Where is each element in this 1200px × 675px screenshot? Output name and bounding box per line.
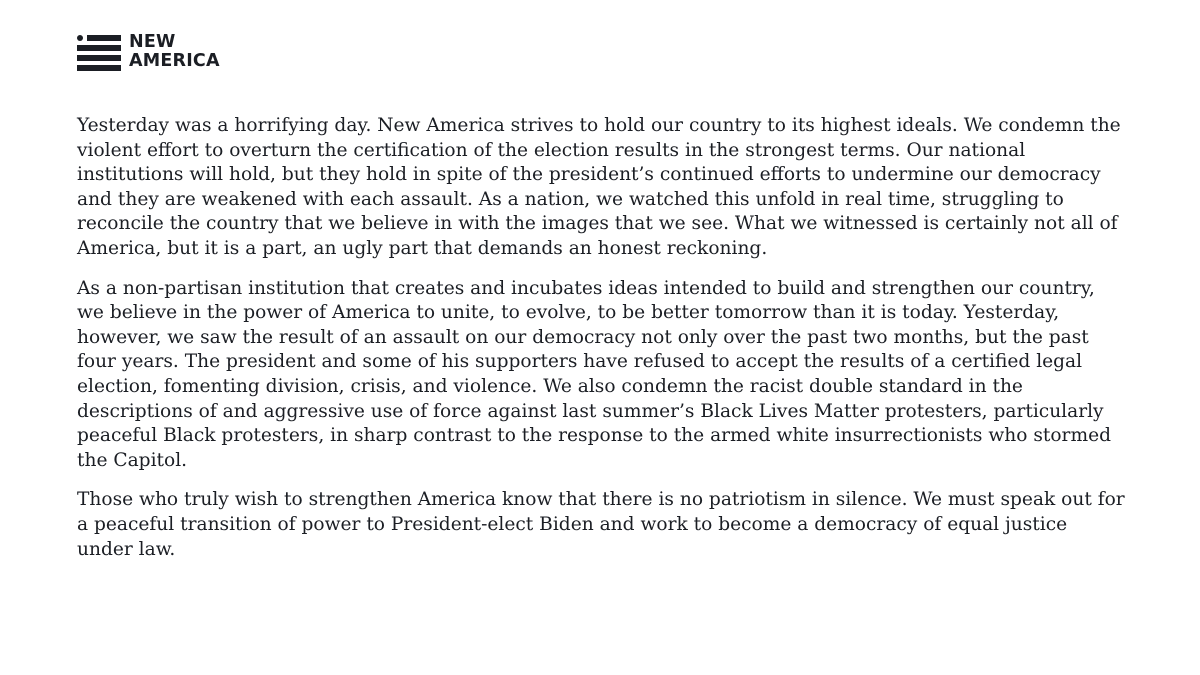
logo-stripe-2 [77, 45, 121, 51]
logo-line-1: NEW [129, 32, 176, 52]
logo-stripe-1 [87, 35, 121, 41]
logo-line-2: AMERICA [129, 51, 220, 71]
logo-dot [77, 35, 83, 41]
logo-stripe-4 [77, 65, 121, 71]
statement-paragraph-3: Those who truly wish to strengthen America know that there is no patriotism in silence. We must speak out for a peaceful transition of power to President-elect Biden and work to become a democracy of equal justice under law. [77, 489, 1125, 560]
logo-wordmark [129, 33, 220, 71]
statement-body [77, 114, 1127, 577]
logo-mark-icon [77, 33, 121, 73]
logo-stripe-3 [77, 55, 121, 61]
statement-paragraph-2: As a non-partisan institution that creates and incubates ideas intended to build and strengthen our country, we believe in the power of America to unite, to evolve, to be better tomorrow than it is today. Yesterday, however, we saw the result of an assault on our democracy not only over the past two months, but the past four years. The president and some of his supporters have refused to accept the results of a certified legal election, fomenting division, crisis, and violence. We also condemn the racist double standard in the descriptions of and aggressive use of force against last summer’s Black Lives Matter protesters, particularly peaceful Black protesters, in sharp contrast to the response to the armed white insurrectionists who stormed the Capitol. [77, 277, 1111, 471]
new-america-logo [77, 33, 227, 73]
statement-paragraph-1: Yesterday was a horrifying day. New America strives to hold our country to its highest ideals. We condemn the violent effort to overturn the certification of the election results in the strongest terms. Our national institutions will hold, but they hold in spite of the president’s continued efforts to undermine our democracy and they are weakened with each assault. As a nation, we watched this unfold in real time, struggling to reconcile the country that we believe in with the images that we see. What we witnessed is certainly not all of America, but it is a part, an ugly part that demands an honest reckoning. [77, 115, 1121, 259]
